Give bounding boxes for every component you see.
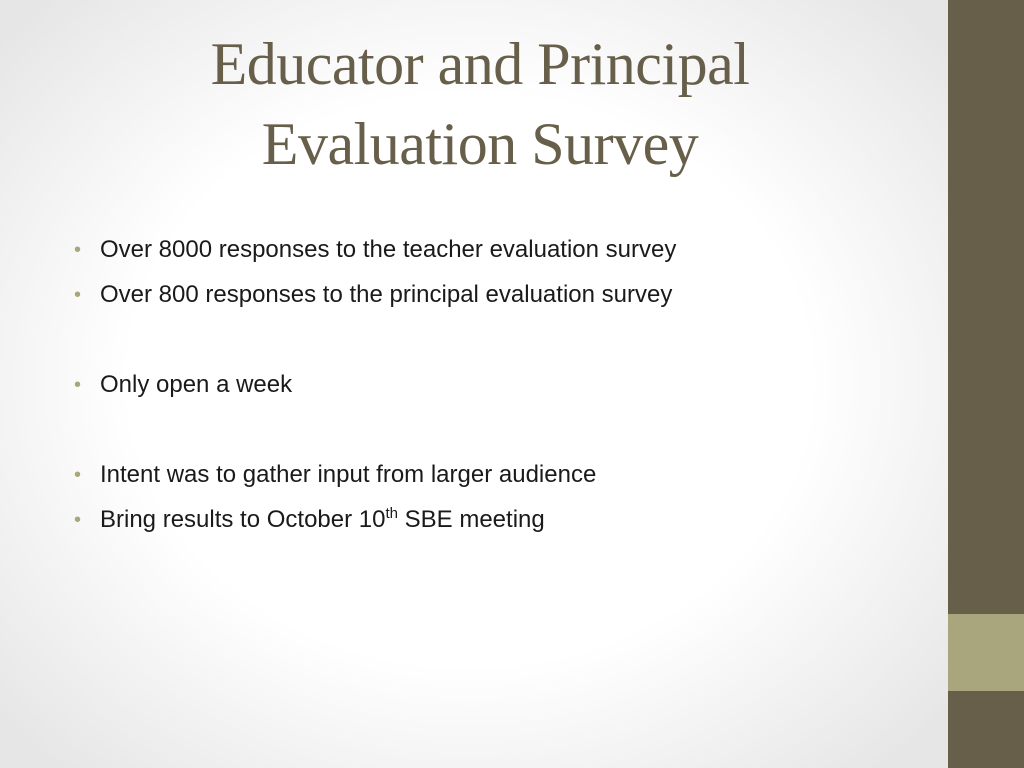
- slide-title-line-1: Educator and Principal: [210, 31, 750, 97]
- bullet-text: Intent was to gather input from larger audience: [100, 461, 597, 488]
- bullet-item: [72, 455, 932, 500]
- bullet-icon: •: [74, 284, 82, 306]
- bullet-text: Over 800 responses to the principal evaluation survey: [100, 281, 673, 308]
- bullet-text: Over 8000 responses to the teacher evaluation survey: [100, 236, 677, 263]
- bullet-item: [72, 230, 932, 275]
- bullet-text: [100, 506, 545, 533]
- bullet-text-after: SBE meeting: [397, 506, 545, 533]
- bullet-superscript: th: [385, 505, 398, 522]
- bullet-icon: •: [74, 464, 82, 486]
- bullet-text: Only open a week: [100, 371, 293, 398]
- bullet-item: [72, 500, 932, 545]
- bullet-item: [72, 365, 932, 410]
- bullet-list: [72, 230, 932, 545]
- slide-title-line-2: Evaluation Survey: [261, 111, 699, 177]
- bullet-text-before: Bring results to October 10: [100, 506, 386, 533]
- bullet-icon: •: [74, 509, 82, 531]
- slide-title: [60, 24, 900, 184]
- decorative-sidebar-accent: [948, 614, 1024, 691]
- bullet-item: [72, 275, 932, 320]
- bullet-icon: •: [74, 239, 82, 261]
- bullet-icon: •: [74, 374, 82, 396]
